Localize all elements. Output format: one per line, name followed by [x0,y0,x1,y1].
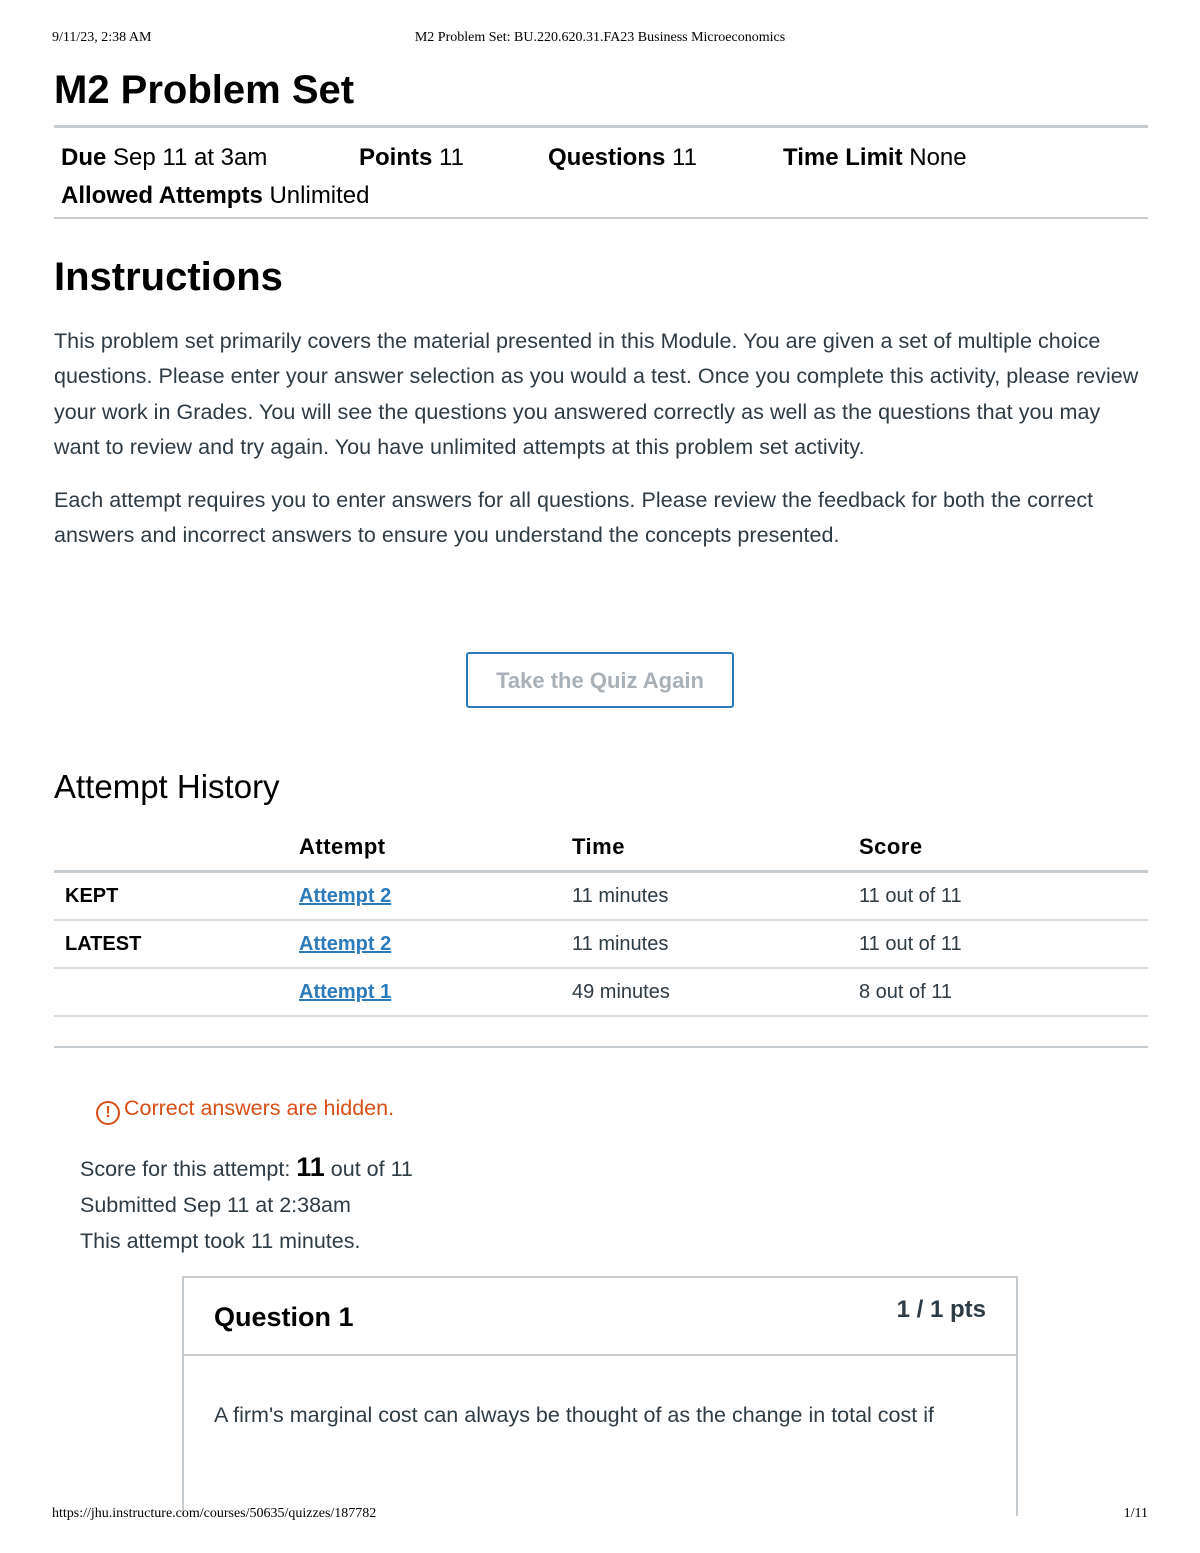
attempt-score: 8 out of 11 [859,968,1148,1016]
table-header-row [54,824,1148,872]
questions-label: Questions [548,144,666,171]
instructions-title: Instructions [54,255,283,299]
question-text: A firm's marginal cost can always be thought of as the change in total cost if [214,1403,934,1427]
question-points: 1 / 1 pts [896,1296,986,1323]
attempt-status [54,968,299,1016]
time-limit-detail [783,144,967,172]
quiz-details [54,128,1148,217]
print-date: 9/11/23, 2:38 AM [52,30,152,45]
warning-icon: ! [96,1101,120,1125]
questions-value: 11 [672,144,697,171]
attempt-status: LATEST [54,920,299,968]
score-suffix: out of 11 [324,1157,413,1181]
instructions-section [54,253,1148,554]
attempt-time: 49 minutes [572,968,859,1016]
answers-hidden-notice [96,1096,394,1125]
due-value: Sep 11 at 3am [113,144,268,171]
print-page-title: M2 Problem Set: BU.220.620.31.FA23 Business Microeconomics [414,30,786,45]
question-header [184,1278,1016,1356]
attempt-score: 11 out of 11 [859,872,1148,921]
time-limit-value: None [909,144,967,171]
print-page-number: 1/11 [1123,1506,1148,1521]
points-value: 11 [439,144,464,171]
section-divider [54,1046,1148,1048]
due-detail [61,144,267,172]
attempt-link[interactable]: Attempt 1 [299,980,392,1003]
print-footer [52,1506,1148,1526]
attempt-history-table [54,824,1148,1017]
questions-detail [548,144,697,172]
notice-text: Correct answers are hidden. [124,1096,395,1120]
attempts-label: Allowed Attempts [61,182,263,209]
column-header-attempt: Attempt [299,824,572,872]
question-title: Question 1 [214,1302,354,1332]
table-row [54,872,1148,921]
table-row [54,968,1148,1016]
attempt-time: 11 minutes [572,872,859,921]
attempt-link[interactable]: Attempt 2 [299,932,392,955]
points-detail [359,144,464,172]
due-label: Due [61,144,107,171]
points-label: Points [359,144,433,171]
attempt-score: 11 out of 11 [859,920,1148,968]
score-prefix: Score for this attempt: [80,1157,297,1181]
attempt-score-line [80,1149,413,1187]
instructions-paragraph-1: This problem set primarily covers the material presented in this Module. You are given a set of multiple choice questions. Please enter your answer selection as you would a test. Once you complete this activity, please review your work in Grades. You will see the questions you answered correctly as well as the questions that you may want to review and try again. You have unlimited attempts at this problem set activity. [54,329,1139,459]
attempts-value: Unlimited [269,182,370,209]
take-quiz-wrapper [466,652,734,708]
quiz-content [54,62,1148,1427]
column-header-time: Time [572,824,859,872]
quiz-title: M2 Problem Set [54,68,355,112]
score-value: 11 [296,1152,325,1182]
column-header-status [54,824,299,872]
print-url: https://jhu.instructure.com/courses/50635/quizzes/187782 [52,1506,377,1521]
attempt-history-title: Attempt History [54,768,280,805]
attempt-time: 11 minutes [572,920,859,968]
attempt-link[interactable]: Attempt 2 [299,884,392,907]
column-header-score: Score [859,824,1148,872]
submitted-line: Submitted Sep 11 at 2:38am [80,1193,351,1217]
take-quiz-again-button[interactable]: Take the Quiz Again [466,652,734,708]
attempt-summary [80,1149,413,1259]
table-row [54,920,1148,968]
time-limit-label: Time Limit [783,144,903,171]
details-divider [54,217,1148,219]
print-header [52,30,1148,50]
attempts-detail [61,182,370,210]
question-card [182,1276,1018,1516]
attempt-status: KEPT [54,872,299,921]
duration-line: This attempt took 11 minutes. [80,1229,361,1253]
instructions-paragraph-2: Each attempt requires you to enter answers for all questions. Please review the feedback for both the correct answers and incorrect answers to ensure you understand the concepts presented. [54,488,1094,548]
